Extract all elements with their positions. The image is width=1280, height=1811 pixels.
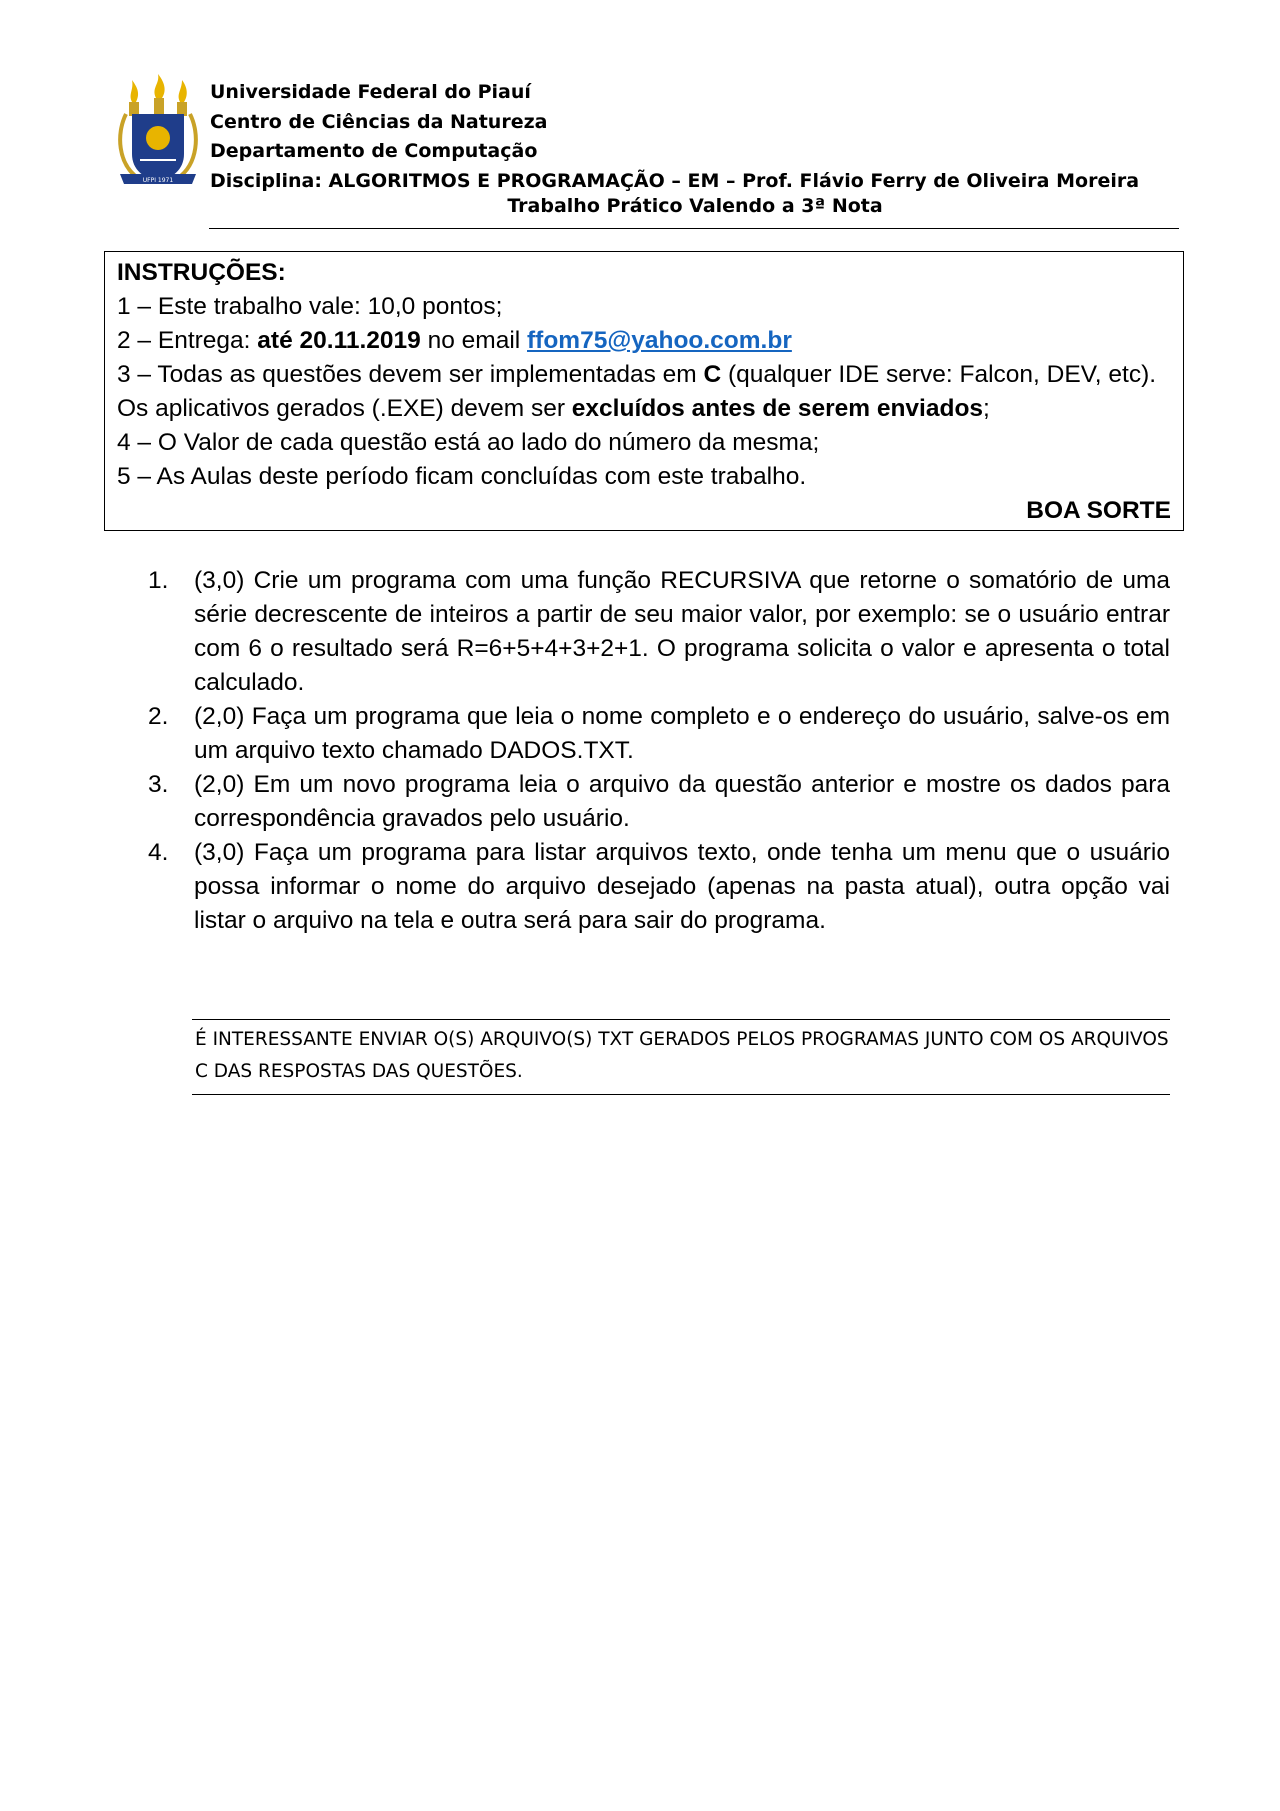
email-link[interactable]: ffom75@yahoo.com.br <box>527 327 792 354</box>
instruction-item-1: 1 – Este trabalho vale: 10,0 pontos; <box>117 293 503 320</box>
item3-text-a: 3 – Todas as questões devem ser implementadas em <box>117 361 704 388</box>
flame-right <box>179 80 187 102</box>
department-name: Departamento de Computação <box>210 140 538 162</box>
instructions-title: INSTRUÇÕES: <box>117 259 286 286</box>
document-header <box>110 72 1180 232</box>
header-divider <box>209 228 1179 229</box>
university-logo <box>116 74 200 186</box>
instruction-item-4: 4 – O Valor de cada questão está ao lado do número da mesma; <box>117 429 820 456</box>
question-item <box>148 836 1170 938</box>
item2-prefix: 2 – Entrega: <box>117 327 258 354</box>
question-item <box>148 700 1170 768</box>
question-text: (2,0) Em um novo programa leia o arquivo da questão anterior e mostre os dados para correspondência gravados pelo usuário. <box>194 771 1170 832</box>
logo-text: UFPI 1971 <box>142 177 174 184</box>
flame-center <box>154 74 164 98</box>
question-number: 3. <box>148 771 169 798</box>
instruction-item-5: 5 – As Aulas deste período ficam concluídas com este trabalho. <box>117 463 807 490</box>
language-c: C <box>703 361 722 388</box>
question-item <box>148 768 1170 836</box>
center-name: Centro de Ciências da Natureza <box>210 110 548 133</box>
institution-lines <box>210 78 1139 196</box>
deadline-date: até 20.11.2019 <box>257 327 421 354</box>
course-line: Disciplina: ALGORITMOS E PROGRAMAÇÃO – EM – Prof. Flávio Ferry de Oliveira Moreira <box>210 169 1140 192</box>
question-item <box>148 564 1170 700</box>
instructions-box <box>104 251 1184 531</box>
question-text: (2,0) Faça um programa que leia o nome completo e o endereço do usuário, salve-os em um arquivo texto chamado DADOS.TXT. <box>194 703 1170 764</box>
university-name: Universidade Federal do Piauí <box>210 81 531 103</box>
question-text: (3,0) Crie um programa com uma função RECURSIVA que retorne o somatório de uma série decrescente de inteiros a partir de seu maior valor, por exemplo: se o usuário entrar com 6 o resultado será R=6+5+4+3+2+1. O programa solicita o valor e apresenta o total calculado. <box>194 567 1170 696</box>
questions-list <box>148 564 1170 938</box>
question-text: (3,0) Faça um programa para listar arquivos texto, onde tenha um menu que o usuário possa informar o nome do arquivo desejado (apenas na pasta atual), outra opção vai listar o arquivo na tela e outra será para sair do programa. <box>194 839 1170 934</box>
instruction-item-2 <box>117 324 1171 358</box>
instruction-item-3 <box>117 358 1171 426</box>
flame-left <box>131 80 138 102</box>
question-number: 1. <box>148 567 169 594</box>
footer-note: É INTERESSANTE ENVIAR O(S) ARQUIVO(S) TXT GERADOS PELOS PROGRAMAS JUNTO COM OS ARQUIVOS C DAS RESPOSTAS DAS QUESTÕES. <box>192 1019 1170 1095</box>
closing-text: BOA SORTE <box>1026 497 1171 524</box>
question-number: 4. <box>148 839 169 866</box>
item2-middle: no email <box>420 327 528 354</box>
exclude-note: excluídos antes de serem enviados <box>571 395 984 422</box>
assignment-title: Trabalho Prático Valendo a 3ª Nota <box>507 195 883 217</box>
question-number: 2. <box>148 703 169 730</box>
item3-end: ; <box>983 395 990 422</box>
item3-text-b: (qualquer IDE serve: Falcon, DEV, etc). Os aplicativos gerados (.EXE) devem ser <box>117 361 1157 422</box>
